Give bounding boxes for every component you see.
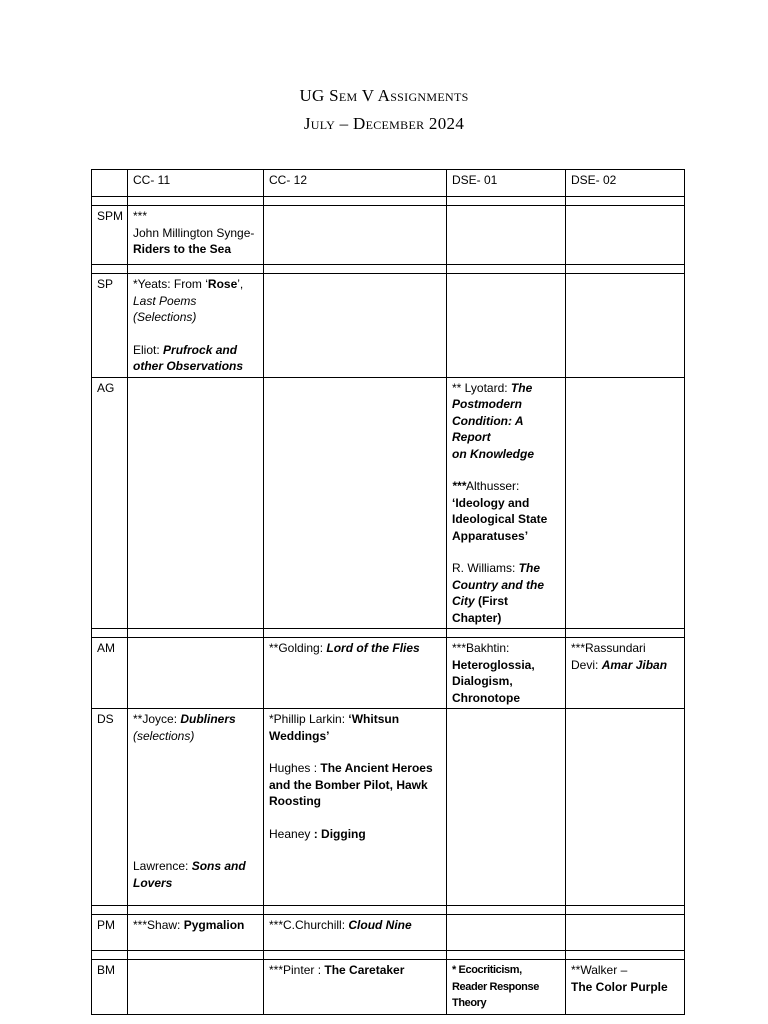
cell-ds-cc12: *Phillip Larkin: ‘Whitsun Weddings’ Hughes : The Ancient Heroes and the Bomber Pilot, Hawk Roosting Heaney : Digging — [264, 709, 447, 906]
table-row — [92, 709, 685, 906]
row-code: SP — [92, 274, 128, 378]
cell-pm-cc11: ***Shaw: Pygmalion — [128, 915, 264, 951]
row-code: BM — [92, 960, 128, 1015]
table-row — [92, 638, 685, 709]
table-row — [92, 206, 685, 265]
column-header-dse02: DSE- 02 — [566, 170, 685, 197]
row-code: SPM — [92, 206, 128, 265]
row-code: DS — [92, 709, 128, 906]
cell-am-dse02: ***Rassundari Devi: Amar Jiban — [566, 638, 685, 709]
cell-bm-dse01: * Ecocriticism, Reader Response Theory — [447, 960, 566, 1015]
cell-am-dse01: ***Bakhtin: Heteroglossia, Dialogism, Chronotope — [447, 638, 566, 709]
table-row — [92, 960, 685, 1015]
assignment-table — [91, 169, 685, 1015]
cell-sp-cc11: *Yeats: From ‘Rose’, Last Poems (Selections) Eliot: Prufrock and other Observations — [128, 274, 264, 378]
cell-ag-dse01: ** Lyotard: The Postmodern Condition: A Report on Knowledge ***Althusser: ‘Ideology and Ideological State Apparatuses’ R. Williams: The Country and the City (First Chapter) — [447, 377, 566, 629]
cell-spm-cc11: *** John Millington Synge- Riders to the Sea — [128, 206, 264, 265]
table-row — [92, 274, 685, 378]
column-header-cc11: CC- 11 — [128, 170, 264, 197]
row-code: AM — [92, 638, 128, 709]
header-cell-empty — [92, 170, 128, 197]
cell-bm-dse02: **Walker – The Color Purple — [566, 960, 685, 1015]
page-subtitle: July – December 2024 — [303, 114, 465, 133]
table-header-row — [92, 170, 685, 197]
page-title: UG Sem V Assignments — [299, 86, 469, 105]
column-header-cc12: CC- 12 — [264, 170, 447, 197]
column-header-dse01: DSE- 01 — [447, 170, 566, 197]
cell-bm-cc12: ***Pinter : The Caretaker — [264, 960, 447, 1015]
table-row — [92, 377, 685, 629]
row-code: AG — [92, 377, 128, 629]
row-code: PM — [92, 915, 128, 951]
cell-am-cc12: **Golding: Lord of the Flies — [264, 638, 447, 709]
cell-pm-cc12: ***C.Churchill: Cloud Nine — [264, 915, 447, 951]
cell-ds-cc11: **Joyce: Dubliners (selections) Lawrence: Sons and Lovers — [128, 709, 264, 906]
table-row — [92, 915, 685, 951]
